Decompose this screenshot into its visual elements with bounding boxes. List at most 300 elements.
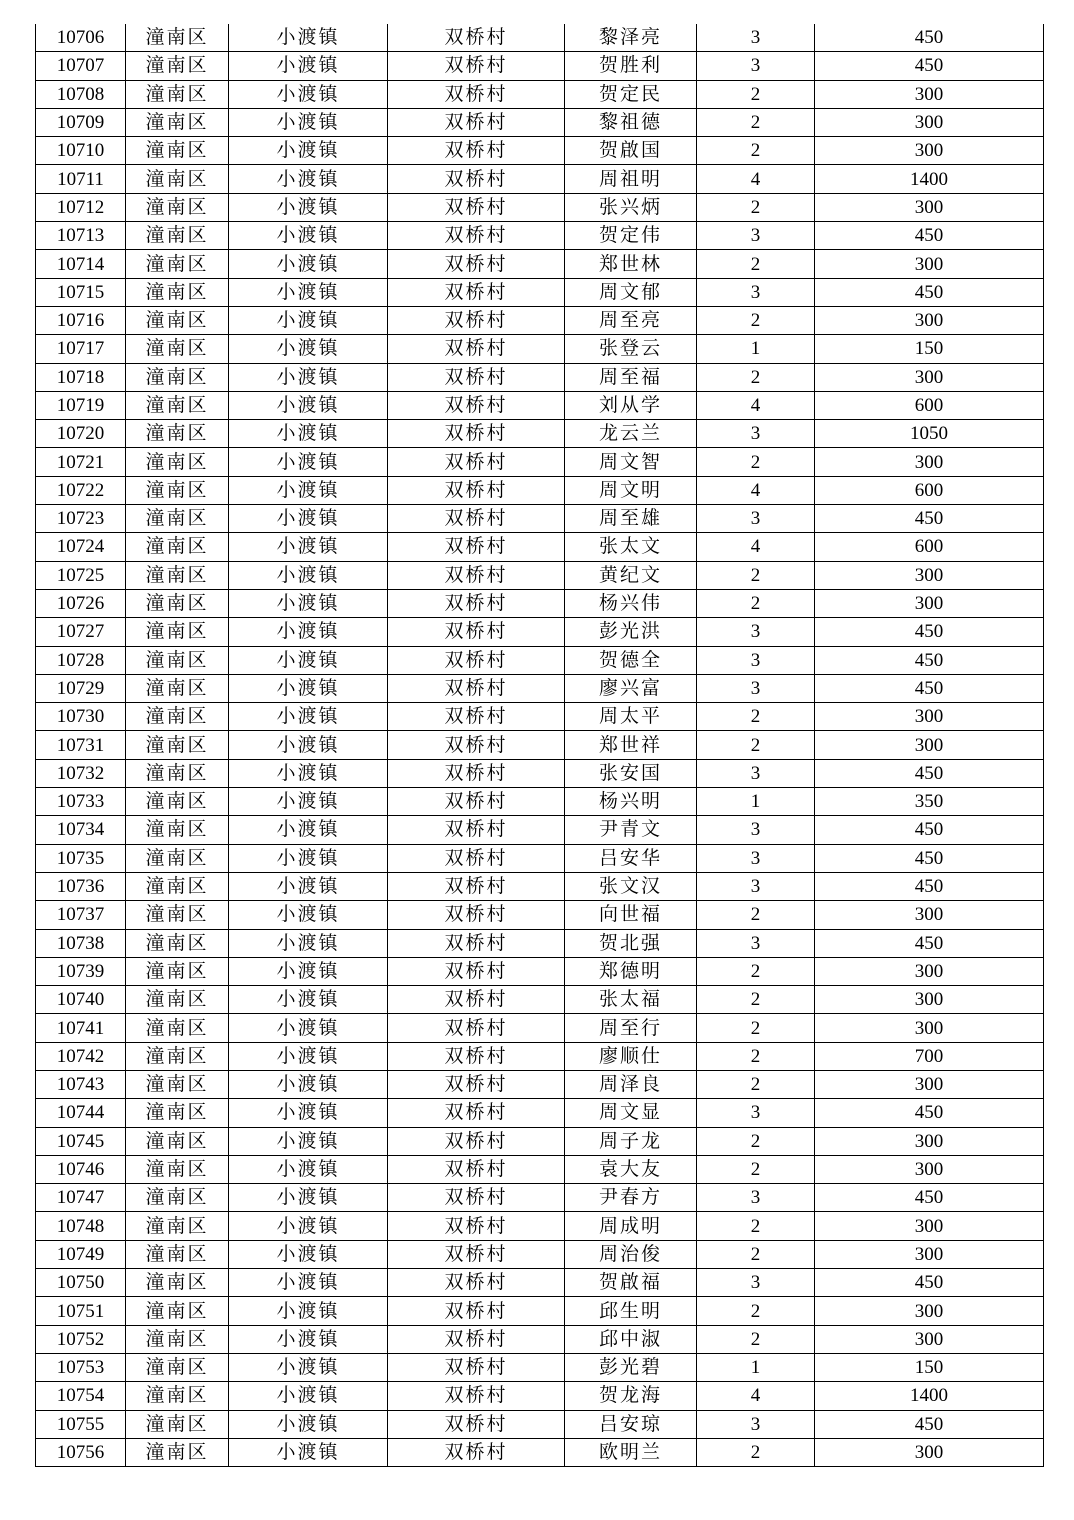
cell-village: 双桥村 (388, 1070, 565, 1098)
cell-district: 潼南区 (126, 1212, 229, 1240)
cell-town: 小渡镇 (229, 1410, 388, 1438)
cell-amount: 450 (815, 1099, 1044, 1127)
table-row (36, 646, 1044, 674)
table-row (36, 52, 1044, 80)
cell-town: 小渡镇 (229, 759, 388, 787)
table-row (36, 1184, 1044, 1212)
cell-village: 双桥村 (388, 1438, 565, 1466)
cell-town: 小渡镇 (229, 448, 388, 476)
cell-amount: 450 (815, 52, 1044, 80)
cell-count: 1 (697, 335, 815, 363)
table-row (36, 1070, 1044, 1098)
cell-count: 2 (697, 448, 815, 476)
cell-name: 杨兴明 (565, 788, 697, 816)
cell-amount: 300 (815, 1155, 1044, 1183)
cell-count: 2 (697, 1042, 815, 1070)
cell-village: 双桥村 (388, 80, 565, 108)
cell-town: 小渡镇 (229, 1070, 388, 1098)
cell-village: 双桥村 (388, 1042, 565, 1070)
cell-count: 2 (697, 731, 815, 759)
cell-village: 双桥村 (388, 1014, 565, 1042)
cell-name: 贺啟国 (565, 137, 697, 165)
cell-count: 3 (697, 222, 815, 250)
cell-town: 小渡镇 (229, 335, 388, 363)
cell-id: 10743 (36, 1070, 126, 1098)
table-row (36, 533, 1044, 561)
cell-amount: 450 (815, 24, 1044, 52)
cell-name: 贺北强 (565, 929, 697, 957)
cell-id: 10737 (36, 901, 126, 929)
cell-id: 10726 (36, 589, 126, 617)
cell-town: 小渡镇 (229, 957, 388, 985)
cell-name: 周治俊 (565, 1240, 697, 1268)
cell-village: 双桥村 (388, 108, 565, 136)
cell-count: 2 (697, 108, 815, 136)
cell-district: 潼南区 (126, 391, 229, 419)
cell-name: 周子龙 (565, 1127, 697, 1155)
cell-amount: 300 (815, 193, 1044, 221)
table-row (36, 901, 1044, 929)
table-row (36, 306, 1044, 334)
cell-name: 彭光碧 (565, 1353, 697, 1381)
cell-id: 10739 (36, 957, 126, 985)
table-row (36, 759, 1044, 787)
cell-town: 小渡镇 (229, 1325, 388, 1353)
cell-town: 小渡镇 (229, 505, 388, 533)
cell-district: 潼南区 (126, 1353, 229, 1381)
cell-id: 10752 (36, 1325, 126, 1353)
cell-name: 郑世祥 (565, 731, 697, 759)
cell-town: 小渡镇 (229, 52, 388, 80)
table-row (36, 1438, 1044, 1466)
cell-town: 小渡镇 (229, 618, 388, 646)
cell-count: 3 (697, 872, 815, 900)
cell-town: 小渡镇 (229, 1014, 388, 1042)
cell-count: 4 (697, 1382, 815, 1410)
cell-id: 10728 (36, 646, 126, 674)
cell-name: 张文汉 (565, 872, 697, 900)
cell-count: 3 (697, 420, 815, 448)
table-row (36, 363, 1044, 391)
cell-count: 2 (697, 1297, 815, 1325)
cell-town: 小渡镇 (229, 1042, 388, 1070)
cell-district: 潼南区 (126, 505, 229, 533)
cell-id: 10719 (36, 391, 126, 419)
table-row (36, 1042, 1044, 1070)
table-row (36, 476, 1044, 504)
cell-village: 双桥村 (388, 986, 565, 1014)
cell-id: 10754 (36, 1382, 126, 1410)
table-row (36, 1014, 1044, 1042)
document-page (35, 24, 1043, 1467)
cell-amount: 300 (815, 1240, 1044, 1268)
cell-id: 10715 (36, 278, 126, 306)
cell-village: 双桥村 (388, 957, 565, 985)
cell-amount: 450 (815, 1410, 1044, 1438)
cell-amount: 1050 (815, 420, 1044, 448)
table-row (36, 1325, 1044, 1353)
cell-village: 双桥村 (388, 929, 565, 957)
cell-district: 潼南区 (126, 844, 229, 872)
cell-id: 10720 (36, 420, 126, 448)
cell-id: 10713 (36, 222, 126, 250)
cell-district: 潼南区 (126, 1155, 229, 1183)
cell-amount: 450 (815, 816, 1044, 844)
cell-district: 潼南区 (126, 1184, 229, 1212)
cell-id: 10718 (36, 363, 126, 391)
cell-id: 10753 (36, 1353, 126, 1381)
table-row (36, 618, 1044, 646)
cell-amount: 300 (815, 589, 1044, 617)
cell-district: 潼南区 (126, 52, 229, 80)
cell-count: 2 (697, 561, 815, 589)
cell-count: 3 (697, 1184, 815, 1212)
cell-name: 周文明 (565, 476, 697, 504)
cell-count: 2 (697, 957, 815, 985)
cell-town: 小渡镇 (229, 561, 388, 589)
table-row (36, 788, 1044, 816)
cell-village: 双桥村 (388, 165, 565, 193)
cell-id: 10744 (36, 1099, 126, 1127)
cell-village: 双桥村 (388, 137, 565, 165)
cell-name: 袁大友 (565, 1155, 697, 1183)
table-row (36, 1410, 1044, 1438)
cell-town: 小渡镇 (229, 391, 388, 419)
cell-district: 潼南区 (126, 674, 229, 702)
cell-name: 周至行 (565, 1014, 697, 1042)
cell-village: 双桥村 (388, 1155, 565, 1183)
cell-id: 10723 (36, 505, 126, 533)
cell-town: 小渡镇 (229, 193, 388, 221)
table-row (36, 561, 1044, 589)
cell-town: 小渡镇 (229, 222, 388, 250)
cell-count: 2 (697, 1155, 815, 1183)
cell-amount: 300 (815, 1014, 1044, 1042)
cell-amount: 1400 (815, 165, 1044, 193)
cell-id: 10735 (36, 844, 126, 872)
cell-id: 10725 (36, 561, 126, 589)
cell-id: 10730 (36, 703, 126, 731)
table-body (36, 24, 1044, 1467)
cell-count: 2 (697, 306, 815, 334)
cell-name: 贺德全 (565, 646, 697, 674)
cell-amount: 450 (815, 505, 1044, 533)
cell-name: 尹青文 (565, 816, 697, 844)
cell-village: 双桥村 (388, 901, 565, 929)
cell-district: 潼南区 (126, 1438, 229, 1466)
cell-name: 彭光洪 (565, 618, 697, 646)
cell-count: 2 (697, 1240, 815, 1268)
cell-count: 1 (697, 788, 815, 816)
table-row (36, 1297, 1044, 1325)
cell-name: 郑德明 (565, 957, 697, 985)
cell-id: 10749 (36, 1240, 126, 1268)
cell-town: 小渡镇 (229, 1240, 388, 1268)
cell-district: 潼南区 (126, 1410, 229, 1438)
cell-village: 双桥村 (388, 1325, 565, 1353)
cell-village: 双桥村 (388, 505, 565, 533)
cell-town: 小渡镇 (229, 703, 388, 731)
cell-town: 小渡镇 (229, 24, 388, 52)
cell-count: 3 (697, 929, 815, 957)
cell-district: 潼南区 (126, 1269, 229, 1297)
cell-amount: 300 (815, 957, 1044, 985)
cell-amount: 450 (815, 872, 1044, 900)
table-row (36, 816, 1044, 844)
cell-id: 10751 (36, 1297, 126, 1325)
cell-id: 10733 (36, 788, 126, 816)
table-row (36, 1353, 1044, 1381)
table-row (36, 137, 1044, 165)
cell-town: 小渡镇 (229, 1155, 388, 1183)
cell-village: 双桥村 (388, 1410, 565, 1438)
cell-district: 潼南区 (126, 24, 229, 52)
cell-village: 双桥村 (388, 250, 565, 278)
cell-id: 10727 (36, 618, 126, 646)
cell-amount: 450 (815, 1184, 1044, 1212)
table-row (36, 731, 1044, 759)
table-row (36, 589, 1044, 617)
cell-name: 周文显 (565, 1099, 697, 1127)
table-row (36, 24, 1044, 52)
cell-id: 10711 (36, 165, 126, 193)
table-row (36, 448, 1044, 476)
cell-name: 贺胜利 (565, 52, 697, 80)
cell-id: 10748 (36, 1212, 126, 1240)
cell-name: 刘从学 (565, 391, 697, 419)
cell-district: 潼南区 (126, 165, 229, 193)
cell-count: 2 (697, 363, 815, 391)
cell-amount: 450 (815, 1269, 1044, 1297)
cell-id: 10722 (36, 476, 126, 504)
cell-count: 2 (697, 901, 815, 929)
cell-id: 10746 (36, 1155, 126, 1183)
cell-town: 小渡镇 (229, 1438, 388, 1466)
cell-town: 小渡镇 (229, 363, 388, 391)
cell-count: 2 (697, 80, 815, 108)
cell-name: 周文郁 (565, 278, 697, 306)
cell-id: 10741 (36, 1014, 126, 1042)
cell-district: 潼南区 (126, 929, 229, 957)
cell-amount: 300 (815, 80, 1044, 108)
cell-id: 10710 (36, 137, 126, 165)
cell-count: 3 (697, 1410, 815, 1438)
cell-id: 10712 (36, 193, 126, 221)
cell-amount: 1400 (815, 1382, 1044, 1410)
cell-count: 3 (697, 674, 815, 702)
cell-amount: 300 (815, 363, 1044, 391)
cell-amount: 450 (815, 222, 1044, 250)
cell-name: 郑世林 (565, 250, 697, 278)
cell-amount: 300 (815, 703, 1044, 731)
cell-district: 潼南区 (126, 420, 229, 448)
cell-district: 潼南区 (126, 1042, 229, 1070)
cell-amount: 150 (815, 1353, 1044, 1381)
cell-village: 双桥村 (388, 759, 565, 787)
cell-village: 双桥村 (388, 618, 565, 646)
cell-town: 小渡镇 (229, 731, 388, 759)
cell-amount: 350 (815, 788, 1044, 816)
cell-amount: 600 (815, 391, 1044, 419)
cell-amount: 300 (815, 250, 1044, 278)
cell-name: 廖顺仕 (565, 1042, 697, 1070)
cell-village: 双桥村 (388, 391, 565, 419)
cell-name: 廖兴富 (565, 674, 697, 702)
cell-district: 潼南区 (126, 561, 229, 589)
cell-town: 小渡镇 (229, 674, 388, 702)
cell-name: 贺啟福 (565, 1269, 697, 1297)
cell-village: 双桥村 (388, 24, 565, 52)
cell-amount: 150 (815, 335, 1044, 363)
cell-town: 小渡镇 (229, 1127, 388, 1155)
cell-id: 10742 (36, 1042, 126, 1070)
table-row (36, 278, 1044, 306)
table-row (36, 872, 1044, 900)
cell-count: 2 (697, 137, 815, 165)
cell-count: 3 (697, 816, 815, 844)
cell-amount: 300 (815, 1325, 1044, 1353)
cell-name: 邱生明 (565, 1297, 697, 1325)
cell-amount: 300 (815, 108, 1044, 136)
cell-village: 双桥村 (388, 335, 565, 363)
cell-district: 潼南区 (126, 1325, 229, 1353)
cell-id: 10745 (36, 1127, 126, 1155)
cell-town: 小渡镇 (229, 1382, 388, 1410)
cell-id: 10738 (36, 929, 126, 957)
cell-district: 潼南区 (126, 759, 229, 787)
cell-district: 潼南区 (126, 1240, 229, 1268)
cell-count: 2 (697, 1212, 815, 1240)
cell-id: 10740 (36, 986, 126, 1014)
table-row (36, 250, 1044, 278)
cell-district: 潼南区 (126, 222, 229, 250)
cell-village: 双桥村 (388, 193, 565, 221)
cell-village: 双桥村 (388, 448, 565, 476)
cell-amount: 450 (815, 759, 1044, 787)
table-row (36, 1269, 1044, 1297)
cell-id: 10747 (36, 1184, 126, 1212)
data-table (35, 24, 1044, 1467)
cell-village: 双桥村 (388, 420, 565, 448)
table-row (36, 80, 1044, 108)
cell-id: 10729 (36, 674, 126, 702)
cell-village: 双桥村 (388, 533, 565, 561)
cell-amount: 450 (815, 674, 1044, 702)
cell-town: 小渡镇 (229, 929, 388, 957)
cell-count: 4 (697, 391, 815, 419)
cell-amount: 700 (815, 1042, 1044, 1070)
cell-count: 3 (697, 1269, 815, 1297)
cell-name: 吕安华 (565, 844, 697, 872)
cell-town: 小渡镇 (229, 533, 388, 561)
cell-count: 4 (697, 533, 815, 561)
cell-count: 1 (697, 1353, 815, 1381)
cell-name: 周文智 (565, 448, 697, 476)
cell-name: 邱中淑 (565, 1325, 697, 1353)
cell-town: 小渡镇 (229, 476, 388, 504)
cell-town: 小渡镇 (229, 901, 388, 929)
cell-name: 贺龙海 (565, 1382, 697, 1410)
cell-town: 小渡镇 (229, 872, 388, 900)
cell-district: 潼南区 (126, 872, 229, 900)
cell-town: 小渡镇 (229, 306, 388, 334)
cell-district: 潼南区 (126, 137, 229, 165)
cell-town: 小渡镇 (229, 646, 388, 674)
cell-name: 周祖明 (565, 165, 697, 193)
table-row (36, 957, 1044, 985)
cell-id: 10717 (36, 335, 126, 363)
cell-amount: 300 (815, 1127, 1044, 1155)
cell-count: 2 (697, 986, 815, 1014)
table-row (36, 986, 1044, 1014)
cell-district: 潼南区 (126, 986, 229, 1014)
cell-district: 潼南区 (126, 703, 229, 731)
cell-amount: 450 (815, 646, 1044, 674)
cell-village: 双桥村 (388, 731, 565, 759)
cell-name: 吕安琼 (565, 1410, 697, 1438)
table-row (36, 391, 1044, 419)
cell-amount: 300 (815, 561, 1044, 589)
cell-town: 小渡镇 (229, 816, 388, 844)
cell-count: 2 (697, 1325, 815, 1353)
cell-town: 小渡镇 (229, 278, 388, 306)
table-row (36, 1382, 1044, 1410)
cell-amount: 450 (815, 929, 1044, 957)
cell-count: 3 (697, 1099, 815, 1127)
table-row (36, 193, 1044, 221)
table-row (36, 1099, 1044, 1127)
cell-village: 双桥村 (388, 278, 565, 306)
cell-village: 双桥村 (388, 561, 565, 589)
cell-village: 双桥村 (388, 1297, 565, 1325)
table-row (36, 929, 1044, 957)
cell-name: 欧明兰 (565, 1438, 697, 1466)
cell-district: 潼南区 (126, 1014, 229, 1042)
cell-amount: 300 (815, 986, 1044, 1014)
cell-village: 双桥村 (388, 788, 565, 816)
cell-id: 10732 (36, 759, 126, 787)
cell-amount: 300 (815, 1070, 1044, 1098)
cell-district: 潼南区 (126, 533, 229, 561)
cell-district: 潼南区 (126, 1070, 229, 1098)
cell-amount: 450 (815, 844, 1044, 872)
cell-village: 双桥村 (388, 1127, 565, 1155)
cell-id: 10731 (36, 731, 126, 759)
cell-district: 潼南区 (126, 250, 229, 278)
cell-count: 2 (697, 193, 815, 221)
cell-id: 10716 (36, 306, 126, 334)
table-row (36, 1155, 1044, 1183)
cell-town: 小渡镇 (229, 1212, 388, 1240)
cell-village: 双桥村 (388, 1240, 565, 1268)
cell-amount: 600 (815, 533, 1044, 561)
cell-name: 周至亮 (565, 306, 697, 334)
cell-count: 3 (697, 24, 815, 52)
cell-district: 潼南区 (126, 80, 229, 108)
cell-village: 双桥村 (388, 589, 565, 617)
cell-village: 双桥村 (388, 1184, 565, 1212)
cell-district: 潼南区 (126, 1127, 229, 1155)
cell-village: 双桥村 (388, 872, 565, 900)
cell-village: 双桥村 (388, 52, 565, 80)
cell-village: 双桥村 (388, 674, 565, 702)
cell-name: 张太福 (565, 986, 697, 1014)
cell-id: 10707 (36, 52, 126, 80)
cell-amount: 300 (815, 731, 1044, 759)
cell-amount: 300 (815, 1212, 1044, 1240)
table-row (36, 674, 1044, 702)
cell-amount: 300 (815, 1297, 1044, 1325)
